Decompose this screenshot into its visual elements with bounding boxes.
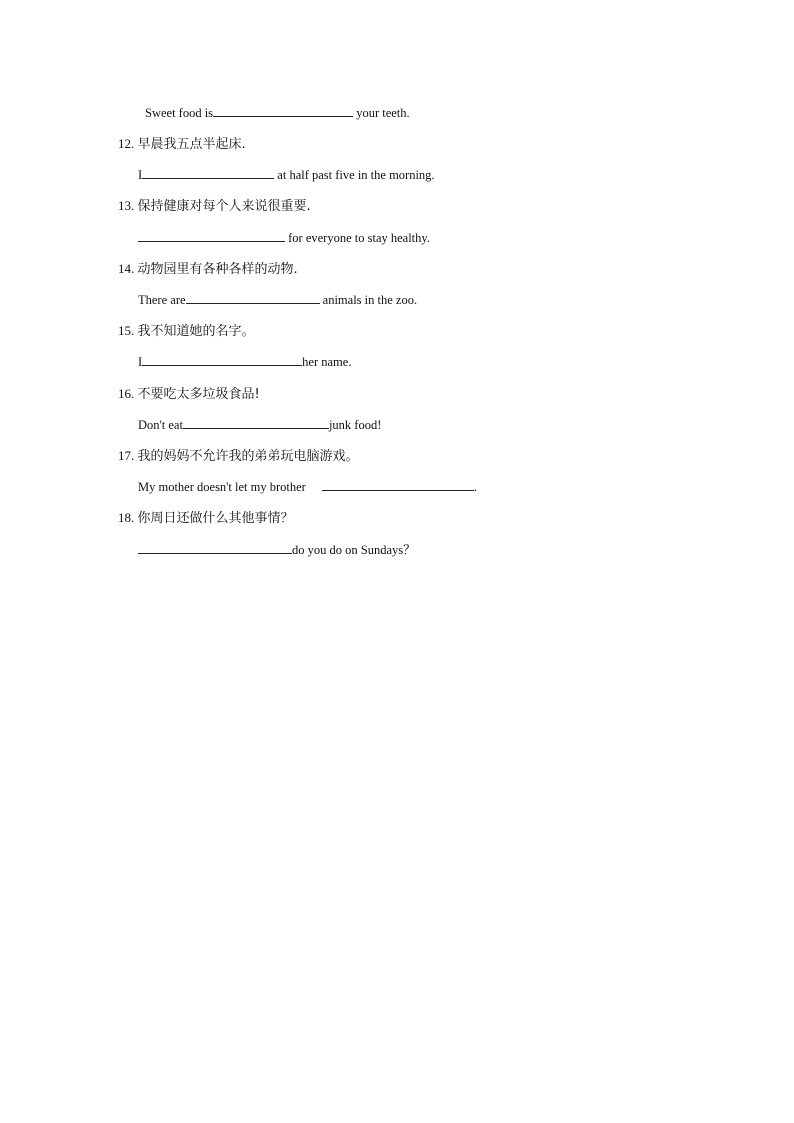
answer-blank[interactable] <box>142 354 302 366</box>
answer-prefix: Don't eat <box>138 418 183 432</box>
question-number: 14. <box>118 261 135 276</box>
question-number: 17. <box>118 448 135 463</box>
question-14 <box>118 261 298 278</box>
question-16 <box>118 386 260 403</box>
answer-line-13 <box>138 230 430 246</box>
question-number: 13. <box>118 198 135 213</box>
answer-suffix: your teeth. <box>353 106 410 120</box>
question-number: 12. <box>118 136 135 151</box>
answer-prefix: My mother doesn't let my brother <box>138 480 306 494</box>
answer-suffix: her name. <box>302 355 352 369</box>
answer-line-16 <box>138 417 381 433</box>
answer-line-17 <box>138 479 477 495</box>
answer-blank[interactable] <box>322 479 474 491</box>
question-13 <box>118 198 311 215</box>
question-prompt: 早晨我五点半起床. <box>137 137 246 152</box>
question-17 <box>118 448 359 465</box>
answer-blank[interactable] <box>138 230 285 242</box>
question-prompt: 不要吃太多垃圾食品! <box>137 387 260 402</box>
answer-prefix: Sweet food is <box>145 106 214 120</box>
answer-suffix: . <box>473 480 477 494</box>
question-prompt: 你周日还做什么其他事情？ <box>137 511 294 526</box>
answer-suffix: do you do on Sundays？ <box>292 543 416 557</box>
answer-prefix: I <box>138 355 143 369</box>
answer-blank[interactable] <box>183 417 329 429</box>
question-18 <box>118 510 294 527</box>
answer-suffix: for everyone to stay healthy. <box>285 231 430 245</box>
answer-blank[interactable] <box>142 167 274 179</box>
question-prompt: 保持健康对每个人来说很重要. <box>137 199 311 214</box>
answer-blank[interactable] <box>213 105 353 117</box>
answer-line-12 <box>138 167 435 183</box>
answer-suffix: animals in the zoo. <box>319 293 418 307</box>
answer-line-14 <box>138 292 417 308</box>
question-15 <box>118 323 255 340</box>
answer-line-18 <box>138 542 416 558</box>
question-12 <box>118 136 246 153</box>
question-number: 18. <box>118 510 135 525</box>
question-prompt: 动物园里有各种各样的动物. <box>137 262 298 277</box>
answer-prefix: I <box>138 168 143 182</box>
answer-blank[interactable] <box>138 542 292 554</box>
answer-line-11 <box>145 105 410 121</box>
answer-line-15 <box>138 354 351 370</box>
question-prompt: 我的妈妈不允许我的弟弟玩电脑游戏。 <box>137 449 359 464</box>
answer-prefix: There are <box>138 293 186 307</box>
question-number: 15. <box>118 323 135 338</box>
question-number: 16. <box>118 386 135 401</box>
answer-blank[interactable] <box>186 292 320 304</box>
answer-suffix: junk food! <box>328 418 382 432</box>
question-prompt: 我不知道她的名字。 <box>137 324 255 339</box>
answer-suffix: at half past five in the morning. <box>274 168 435 182</box>
